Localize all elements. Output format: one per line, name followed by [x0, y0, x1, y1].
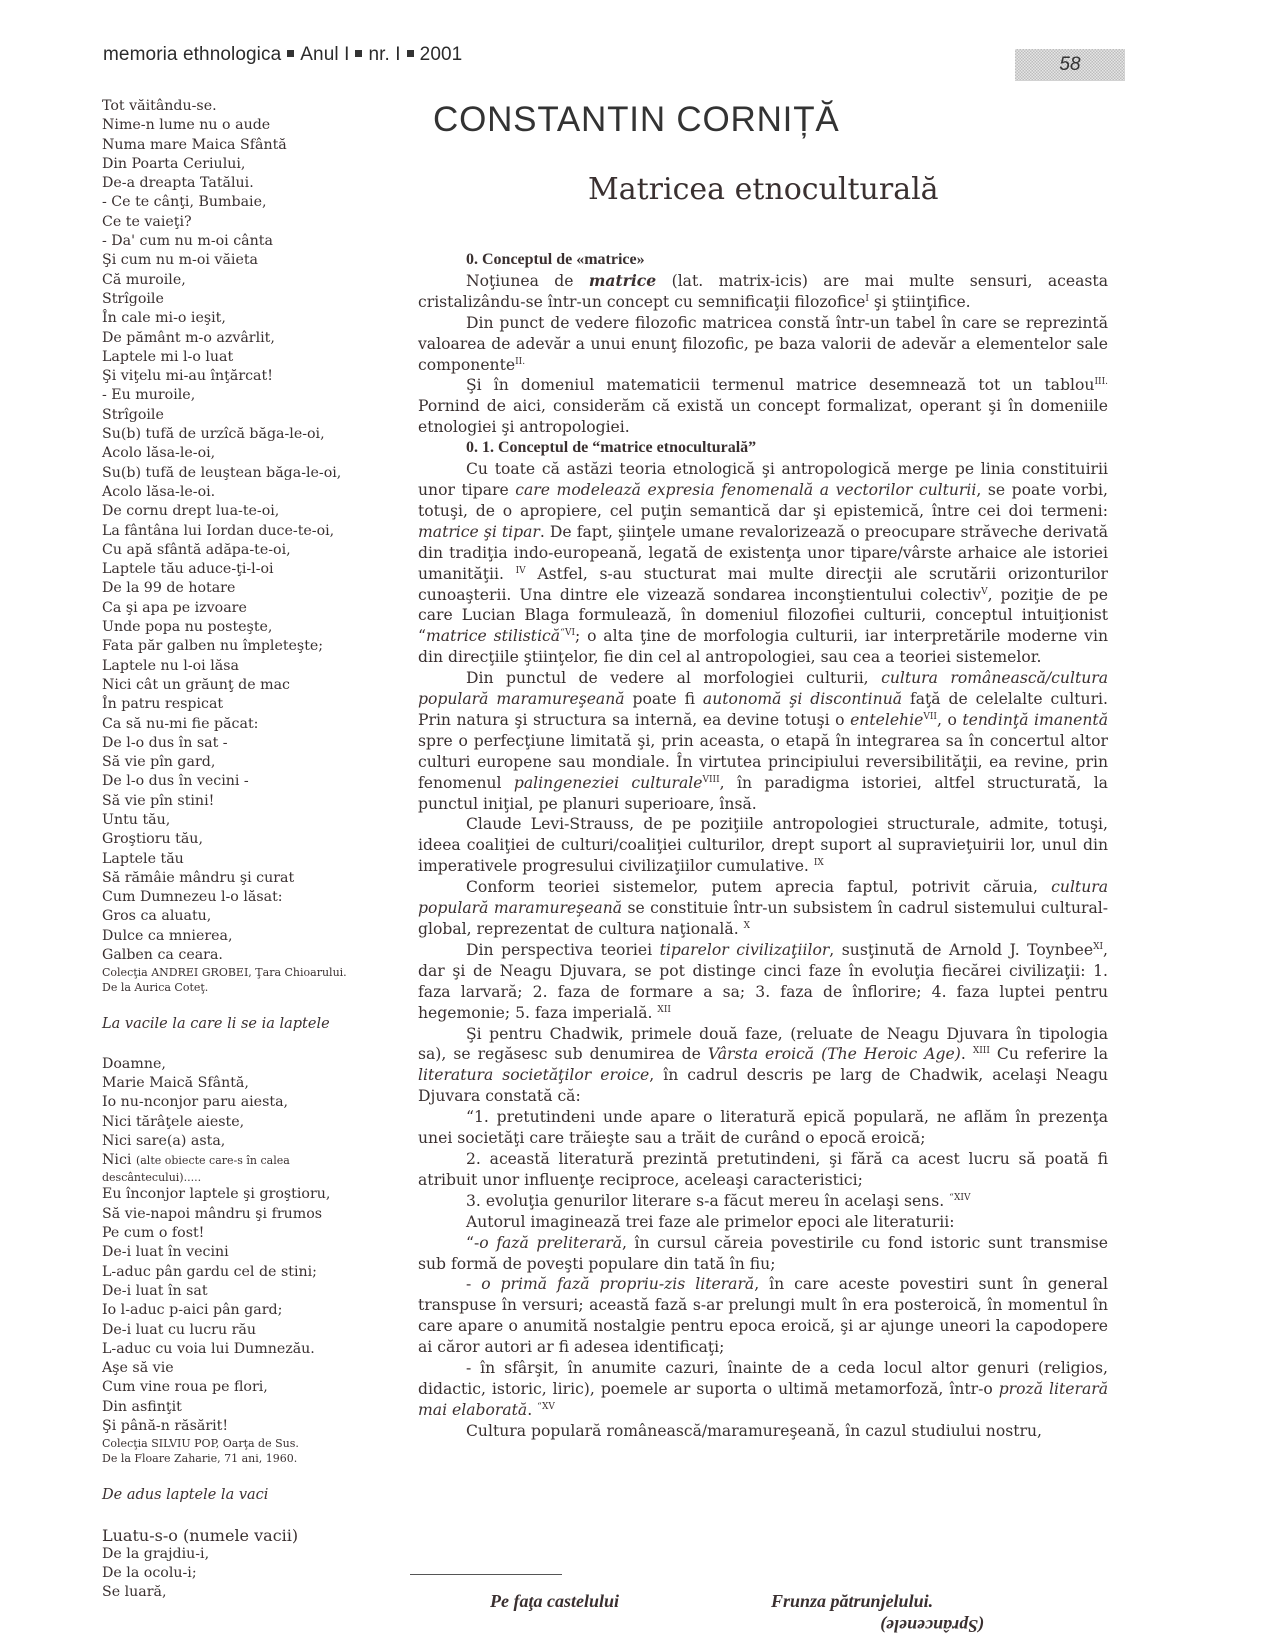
poem-line: Colecţia ANDREI GROBEI, Ţara Chioarului.: [102, 966, 347, 980]
poem-line: La fântâna lui Iordan duce-te-oi,: [102, 522, 335, 539]
poem-line: Şi până-n răsărit!: [102, 1418, 229, 1434]
footnote-ref[interactable]: XII: [657, 1004, 671, 1015]
text: . De fapt, şiinţele umane revalorizează o preocupare străveche derivată din tradiţia indo-europeană, legată de existenţa unor tipare/vârste arhaice ale istoriei umanităţii.: [418, 522, 1108, 583]
text: “-: [466, 1233, 480, 1252]
poem-line: De la Floare Zaharie, 71 ani, 1960.: [102, 1452, 298, 1466]
footnote-ref[interactable]: I: [865, 293, 869, 304]
poem-line: De pământ m-o azvârlit,: [102, 329, 275, 346]
paragraph: Cultura populară românească/maramureşeană, în cazul studiului nostru,: [466, 1421, 1042, 1440]
text: , în cursul căreia povestirile cu fond istoric sunt transmise sub formă de poveşti populare din tată în fiu;: [418, 1233, 1108, 1273]
journal-name: memoria ethnologica: [103, 44, 282, 65]
italic-text: literatura societăţilor eroice: [418, 1066, 650, 1085]
footnote-ref[interactable]: IX: [813, 858, 824, 869]
emphasis: matrice: [588, 270, 657, 290]
paragraph: [418, 1024, 1108, 1108]
italic-text: cultura românească/cultura populară maramureşeană: [418, 669, 1109, 709]
poem-note: descântecului).....: [102, 1171, 202, 1185]
poem-3-first-line: Luatu-s-o (numele vacii): [102, 1525, 299, 1545]
footnote-ref[interactable]: “XIV: [949, 1192, 971, 1203]
poem-line: Să vie-napoi mândru şi frumos: [102, 1205, 323, 1222]
poem-line: Numa mare Maica Sfântă: [102, 136, 287, 153]
volume-label: Anul I: [300, 44, 350, 65]
paragraph: [418, 877, 1108, 940]
quote-item: [418, 1191, 1108, 1212]
poem-line: De-a dreapta Tatălui.: [102, 175, 254, 192]
footnote-ref[interactable]: VIII: [702, 774, 720, 785]
text: Şi în domeniul matematicii termenul matrice desemnează tot un tablou: [466, 376, 1095, 395]
poem-line: Dulce ca mnierea,: [102, 927, 233, 944]
poem-line: - Ce te cânţi, Bumbaie,: [102, 194, 267, 211]
poem-line: De l-o dus în sat -: [102, 734, 228, 751]
poem-line: Tot văitându-se.: [102, 98, 217, 114]
text: Claude Levi-Strauss, de pe poziţiile antropologiei structurale, admite, totuşi, ideea coaliţiei de culturi/coaliţiei culturilor, drept suport al supravieţuirii lor, unul din imperativele progresului civilizaţiilor cumulative.: [418, 815, 1108, 876]
poem-line: Şi cum nu m-oi văieta: [102, 252, 259, 269]
poem-line: [102, 1151, 392, 1170]
poem-line: Cu apă sfântă adăpa-te-oi,: [102, 541, 291, 558]
text: -: [466, 1275, 482, 1294]
italic-text: tiparelor civilizaţiilor: [659, 940, 830, 959]
text: 3. evoluţia genurilor literare s-a făcut mereu în acelaşi sens.: [466, 1191, 950, 1210]
poem-line: Nici cât un grăunţ de mac: [102, 676, 290, 693]
article-author: CONSTANTIN CORNIȚĂ: [433, 100, 840, 139]
poem-line: Ca şi apa pe izvoare: [102, 599, 247, 616]
poem-line: De la 99 de hotare: [102, 580, 236, 597]
poem-line: Laptele tău: [102, 850, 184, 867]
text: şi ştiinţifice.: [868, 292, 971, 311]
poem-line: Doamne,: [102, 1055, 166, 1072]
footnote-ref[interactable]: II.: [515, 356, 526, 367]
poem-line: - Eu muroile,: [102, 387, 196, 404]
text: , o: [936, 710, 963, 729]
poem-line: De la grajdiu-i,: [102, 1545, 210, 1562]
separator-square-icon: [287, 50, 294, 57]
poem-line: Io l-aduc p-aici pân gard;: [102, 1302, 283, 1319]
italic-text: palingeneziei culturale: [513, 773, 703, 792]
poem-line: Groştioru tău,: [102, 831, 203, 848]
poem-1-source: [102, 965, 392, 995]
paragraph: [418, 375, 1108, 438]
poem-line: Pe cum o fost!: [102, 1225, 205, 1242]
italic-text: o primă fază propriu-zis literară: [481, 1275, 755, 1294]
footnote-ref[interactable]: “XV: [537, 1401, 555, 1412]
text: se constituie într-un subsistem în cadrul sistemului cultural-global, reprezentat de cultura naţională.: [418, 899, 1108, 938]
poem-line: Ce te vaieţi?: [102, 213, 192, 230]
poem-line: Din asfinţit: [102, 1398, 182, 1415]
text: ; o alta ţine de morfologia culturii, iar interpretările moderne vin din direcţiile ştiinţelor, fie din cel al antropologiei, sau cea a teoriei sistemelor.: [418, 627, 1108, 667]
poem-line: Din Poarta Ceriului,: [102, 155, 246, 172]
section-heading-0: 0. Conceptul de «matrice»: [466, 251, 645, 268]
paragraph: Autorul imaginează trei faze ale primelor epoci ale literaturii:: [466, 1212, 955, 1231]
poem-line: - Da' cum nu m-oi cânta: [102, 233, 273, 250]
poem-line: Eu înconjor laptele şi groştioru,: [102, 1186, 331, 1203]
poem-line: În patru respicat: [102, 696, 224, 713]
poem-line: De-i luat în sat: [102, 1282, 208, 1299]
text: spre o perfecţiune limitată şi, prin aceasta, o etapă în integrarea sa în concertul altor culturi europene sau mondiale. În virtutea principiului reversibilităţii, ea revine, prin fenomenul: [418, 731, 1108, 792]
text: , în paradigma istoriei, altfel structurată, la punctul iniţial, pe planuri superioare, însă.: [418, 773, 1108, 813]
text: , dar şi de Neagu Djuvara, se pot distinge cinci faze în evoluţia fiecărei civilizaţii: 1. faza larvară; 2. faza de formare a sa; 3. faza de înflorire; 4. faza luptei pentru hegemonie; 5. faza imperială.: [418, 940, 1108, 1022]
separator-square-icon: [355, 50, 362, 57]
caption-upside-down: (Sprâncenele): [880, 1616, 984, 1636]
year-label: 2001: [419, 44, 463, 65]
text: Din punctul de vedere al morfologiei culturii,: [466, 669, 882, 688]
quote-item: 2. această literatură prezintă pretutindeni, şi fără ca acest lucru să poată fi atribuit unor influenţe reciproce, aceleaşi caracteristici;: [418, 1149, 1108, 1189]
poem-3: [102, 1545, 392, 1603]
article-title: Matricea etnoculturală: [588, 172, 939, 207]
footnote-divider: [410, 1574, 562, 1575]
footnote-ref[interactable]: XIII: [972, 1046, 990, 1057]
text: , în care aceste povestiri sunt în general transpuse în versuri; această fază s-ar prelungi mult în era posteroică, în momentul în care apare o anumită nostalgie pentru epoca eroică, şi ar ajunge uneori la capodopere ai căror autori ar fi adesea identificaţi;: [418, 1275, 1108, 1357]
paragraph: [418, 313, 1108, 376]
section-heading-0-1: 0. 1. Conceptul de “matrice etnoculturală”: [466, 439, 757, 457]
running-header: [103, 44, 462, 66]
poem-line: Şi viţelu mi-au înţărcat!: [102, 368, 273, 385]
poem-line: De-i luat în vecini: [102, 1244, 229, 1261]
footnote-ref[interactable]: VII: [923, 711, 937, 722]
text: Din perspectiva teoriei: [466, 940, 660, 959]
footnote-ref[interactable]: IV: [515, 565, 526, 576]
text: , în cadrul descris pe larg de Chadwik, acelaşi Neagu Djuvara constată că:: [418, 1066, 1108, 1106]
poem-line: Să rămâie mândru şi curat: [102, 869, 295, 886]
poem-line: Nici sare(a) asta,: [102, 1132, 226, 1149]
footnote-ref[interactable]: XI: [1093, 941, 1104, 952]
text: poate fi: [624, 690, 703, 709]
poem-line: De-i luat cu lucru rău: [102, 1321, 256, 1338]
poem-line: Galben ca ceara.: [102, 947, 223, 964]
poem-line: De la Aurica Coteţ.: [102, 981, 209, 995]
poem-line: Acolo lăsa-le-oi,: [102, 445, 216, 462]
paragraph: [418, 940, 1108, 1024]
phase-item: [418, 1233, 1108, 1275]
poem-line: Cum Dumnezeu l-o lăsat:: [102, 889, 283, 906]
paragraph: [418, 459, 1108, 668]
poem-line: Laptele nu l-oi lăsa: [102, 657, 239, 674]
poem-line: Fata păr galben nu împleteşte;: [102, 638, 324, 655]
poem-line: Colecţia SILVIU POP, Oarţa de Sus.: [102, 1437, 299, 1451]
poem-line: Su(b) tufă de leuştean băga-le-oi,: [102, 464, 342, 481]
text: , se poate vorbi, totuşi, de o apropiere, cel puţin semantică dar şi epistemică, între cei doi termeni:: [418, 480, 1108, 520]
italic-text: proză literară mai elaborată: [418, 1379, 1108, 1419]
poem-note: (alte obiecte care-s în calea: [135, 1154, 290, 1168]
paragraph: [418, 271, 1108, 313]
poem-line: Să vie pîn gard,: [102, 754, 216, 771]
separator-square-icon: [407, 50, 414, 57]
poem-line: Untu tău,: [102, 811, 171, 828]
caption-right: Frunza pătrunjelului.: [771, 1591, 934, 1611]
poem-line: Nici tărâţele aieste,: [102, 1113, 245, 1130]
poem-line: Nime-n lume nu o aude: [102, 117, 271, 134]
text: .: [960, 1045, 973, 1064]
poem-line: Marie Maică Sfântă,: [102, 1074, 249, 1091]
italic-text: autonomă şi discontinuă: [702, 690, 903, 709]
poem-line: Gros ca aluatu,: [102, 908, 212, 925]
issue-label: nr. I: [368, 44, 401, 65]
italic-text: Vârsta eroică (The Heroic Age): [707, 1045, 961, 1064]
poem-2-source: [102, 1436, 392, 1466]
poem-column: [102, 97, 392, 1603]
paragraph: [418, 814, 1108, 877]
text: , poziţie de pe care Lucian Blaga formulează, în domeniul filozofiei culturii, conceptul intuiţionist “: [418, 585, 1108, 646]
phase-item: [418, 1358, 1108, 1421]
footnote-ref[interactable]: X: [743, 921, 751, 931]
poem-line: Strîgoile: [102, 406, 164, 423]
poem-line: Că muroile,: [102, 271, 186, 288]
italic-text: cultura populară maramureşeană: [418, 878, 1108, 918]
text: Cu referire la: [989, 1045, 1108, 1064]
poem-3-title: De adus laptele la vaci: [102, 1487, 269, 1504]
text: Şi pentru Chadwik, primele două faze, (reluate de Neagu Djuvara în tipologia sa), se regăsesc sub denumirea de: [418, 1024, 1108, 1064]
poem-word: Nici: [102, 1152, 132, 1169]
italic-text: tendinţă imanentă: [962, 710, 1108, 729]
text: Cu toate că astăzi teoria etnologică şi antropologică merge pe linia constituirii unor tipare: [418, 460, 1108, 499]
italic-text: matrice şi tipar: [418, 522, 540, 541]
poem-line: Strîgoile: [102, 290, 164, 307]
footnote-ref[interactable]: III.: [1094, 377, 1108, 388]
poem-line: Io nu-nconjor paru aiesta,: [102, 1094, 289, 1111]
text: .: [527, 1400, 538, 1419]
poem-line: Unde popa nu posteşte,: [102, 619, 273, 636]
poem-line: Cum vine roua pe flori,: [102, 1379, 268, 1396]
text: Astfel, s-au stucturat mai multe direcţii ale scrutării orizonturilor cunoaşterii. Una dintre ele vizează sondarea inconştientului colectiv: [418, 564, 1108, 604]
quote-item: “1. pretutindeni unde apare o literatură epică populară, ne aflăm în prezenţa unei societăţi care trăieşte sau a trăit de curând o epocă eroică;: [418, 1108, 1108, 1148]
poem-line: Laptele tău aduce-ţi-l-oi: [102, 561, 274, 578]
italic-text: o fază preliterară: [479, 1233, 623, 1252]
paragraph: [418, 668, 1108, 814]
phase-item: [418, 1274, 1108, 1358]
poem-2-part-a: [102, 1055, 392, 1151]
article-body: [418, 250, 1108, 1442]
poem-line: În cale mi-o ieşit,: [102, 310, 226, 327]
text: faţă de celelalte culturi. Prin natura şi structura sa internă, ea devine totuşi o: [418, 690, 1108, 729]
text: Conform teoriei sistemelor, putem aprecia faptul, potrivit căruia,: [466, 878, 1052, 897]
italic-text: care modelează expresia fenomenală a vectorilor culturii: [515, 480, 977, 499]
poem-line: Aşe să vie: [102, 1360, 174, 1377]
poem-line: L-aduc cu voia lui Dumnezău.: [102, 1340, 315, 1357]
text: , susţinută de Arnold J. Toynbee: [829, 940, 1094, 959]
poem-line: De l-o dus în vecini -: [102, 773, 249, 790]
poem-line: Se luară,: [102, 1584, 167, 1601]
poem-1: [102, 97, 392, 965]
footnote-ref[interactable]: “VI: [560, 628, 575, 639]
poem-line: De la ocolu-i;: [102, 1565, 197, 1582]
poem-line: Acolo lăsa-le-oi.: [102, 483, 216, 500]
italic-text: matrice stilistică: [425, 627, 561, 646]
text: Pornind de aici, considerăm că există un concept formalizat, operant şi în domeniile etnologiei şi antropologiei.: [418, 397, 1108, 437]
text: - în sfârşit, în anumite cazuri, înainte de a ceda locul altor genuri (religios, didactic, istoric, liric), poemele ar suporta o ultimă metamorfoză, într-o: [418, 1359, 1108, 1398]
footnote-ref[interactable]: V: [981, 586, 988, 597]
poem-line: Ca să nu-mi fie păcat:: [102, 715, 259, 732]
caption-left: Pe faţa castelului: [490, 1591, 619, 1611]
italic-text: entelehie: [850, 710, 924, 729]
poem-line: Su(b) tufă de urzîcă băga-le-oi,: [102, 426, 325, 443]
poem-2-title: La vacile la care li se ia laptele: [102, 1016, 330, 1033]
page-number: 58: [1015, 49, 1125, 81]
text: Noţiunea de: [466, 271, 589, 290]
text: Din punct de vedere filozofic matricea constă într-un tabel în care se reprezintă valoarea de adevăr a unui enunţ filozofic, pe baza valorii de adevăr a elementelor sale componente: [418, 313, 1108, 374]
poem-line: L-aduc pân gardu cel de stini;: [102, 1263, 317, 1280]
text: (lat. matrix-icis) are mai multe sensuri, aceasta cristalizându-se într-un concept cu semnificaţii filozofice: [418, 271, 1108, 311]
poem-line: Să vie pîn stini!: [102, 792, 215, 809]
poem-line: De cornu drept lua-te-oi,: [102, 503, 280, 520]
poem-line: Laptele mi l-o luat: [102, 348, 234, 365]
poem-2-part-b: [102, 1185, 392, 1436]
